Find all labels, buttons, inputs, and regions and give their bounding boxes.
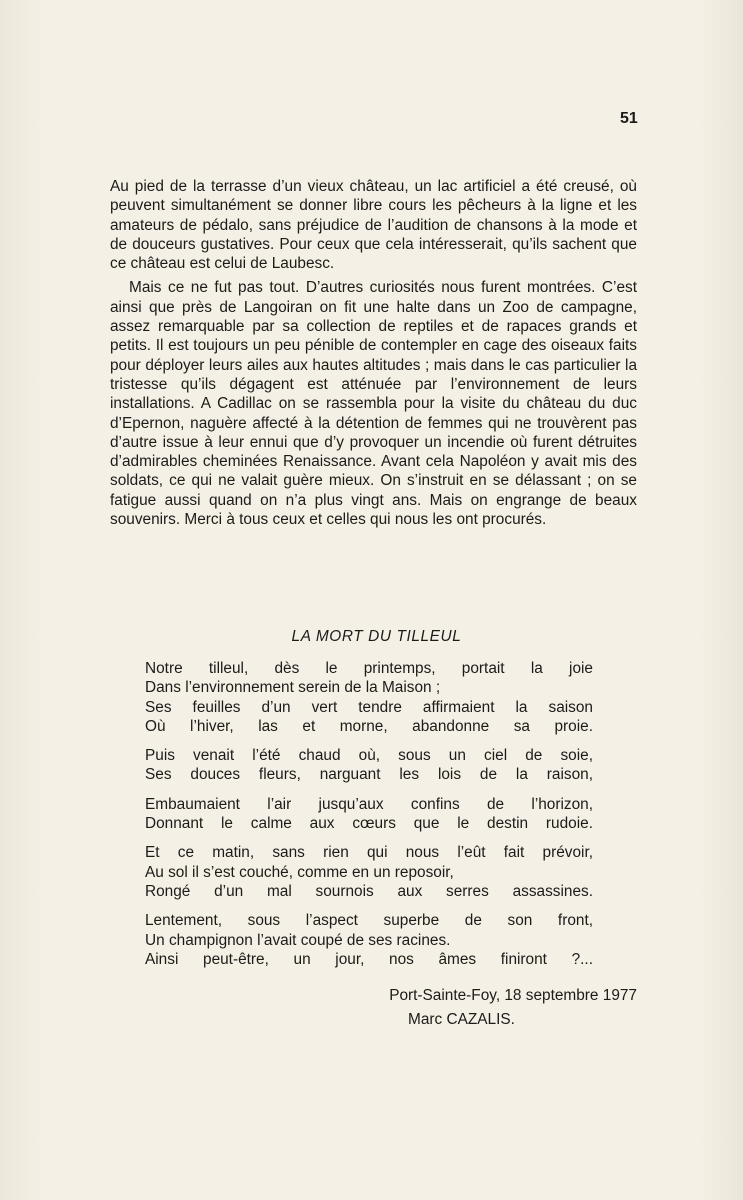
paragraph-2: Mais ce ne fut pas tout. D’autres curiosités nous furent montrées. C’est ainsi que près de Langoiran on fit une halte dans un Zoo de campagne, assez remarquable par sa collection de reptiles et de rapaces grands et petits. Il est toujours un peu pénible de contempler en cage des oiseaux faits pour déployer leurs ailes aux hautes altitudes ; mais dans le cas particulier la tristesse qu’ils dégagent est atténuée par l’environnement de leurs installations. A Cadillac on se rassembla pour la visite du château du duc d’Epernon, naguère affecté à la détention de femmes qui ne trouvèrent pas d’autre issue à leur ennui que d’y provoquer un incendie où furent détruites d’admirables cheminées Renaissance. Avant cela Napoléon y avait mis des soldats, ce qui ne valait guère mieux. On s’instruit en se délassant ; on se fatigue aussi quand on n’a plus vingt ans. Mais on engrange de beaux souvenirs. Merci à tous ceux et celles qui nous les ont procurés. bbox=[110, 279, 637, 529]
verse: Au sol il s’est couché, comme en un reposoir, bbox=[145, 863, 454, 881]
verse: Un champignon l’avait coupé de ses racines. bbox=[145, 931, 451, 949]
stanza-5 bbox=[145, 911, 593, 969]
verse: Et ce matin, sans rien qui nous l’eût fait prévoir, bbox=[145, 844, 593, 862]
verse: Où l’hiver, las et morne, abandonne sa proie. bbox=[145, 717, 593, 735]
stanza-3 bbox=[145, 795, 593, 834]
verse: Ses douces fleurs, narguant les lois de la raison, bbox=[145, 766, 593, 784]
verse: Rongé d’un mal sournois aux serres assassines. bbox=[145, 882, 593, 900]
signature-author: Marc CAZALIS. bbox=[408, 1011, 515, 1028]
prose-text bbox=[110, 177, 637, 529]
verse: Puis venait l’été chaud où, sous un ciel de soie, bbox=[145, 747, 593, 765]
stanza-4 bbox=[145, 843, 593, 901]
verse: Ainsi peut-être, un jour, nos âmes finiront ?... bbox=[145, 950, 593, 968]
stanza-1 bbox=[145, 659, 593, 736]
page-number: 51 bbox=[620, 110, 638, 127]
verse: Embaumaient l’air jusqu’aux confins de l’horizon, bbox=[145, 795, 593, 813]
verse: Ses feuilles d’un vert tendre affirmaient la saison bbox=[145, 698, 593, 716]
poem-title: LA MORT DU TILLEUL bbox=[291, 628, 462, 645]
verse: Lentement, sous l’aspect superbe de son front, bbox=[145, 912, 593, 930]
poem bbox=[145, 659, 593, 979]
verse: Donnant le calme aux cœurs que le destin rudoie. bbox=[145, 815, 593, 833]
signature-place-date: Port-Sainte-Foy, 18 septembre 1977 bbox=[389, 987, 637, 1004]
stanza-2 bbox=[145, 746, 593, 785]
verse: Dans l’environnement serein de la Maison ; bbox=[145, 679, 441, 697]
verse: Notre tilleul, dès le printemps, portait la joie bbox=[145, 660, 593, 677]
paragraph-1: Au pied de la terrasse d’un vieux château, un lac artificiel a été creusé, où peuvent simultanément se donner libre cours les pêcheurs à la ligne et les amateurs de pédalo, sans préjudice de l’audition de chansons à la mode et de douceurs gustatives. Pour ceux que cela intéresserait, qu’ils sachent que ce château est celui de Laubesc. bbox=[110, 178, 637, 273]
